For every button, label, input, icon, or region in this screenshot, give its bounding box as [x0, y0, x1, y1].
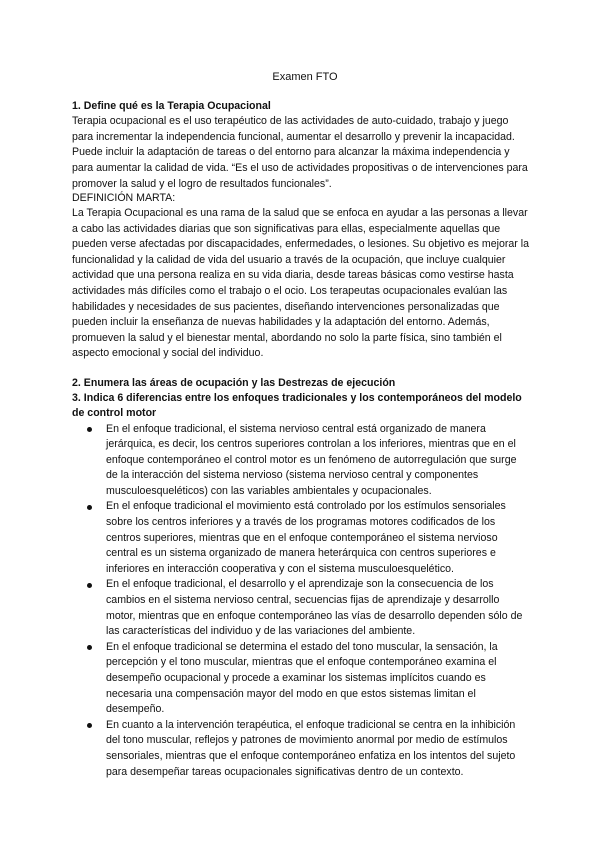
- list-item-text: En el enfoque tradicional se determina el estado del tono muscular, la sensación, la percepción y el tono muscular, mientras que el enfoque contemporáneo examina el desempeño ocupacional y procede a examinar los sistemas implícitos cuando es necesaria una compensación mayor del modo en que estos sistemas limitan el desempeño.: [106, 640, 498, 716]
- q1-definition: Terapia ocupacional es el uso terapéutico de las actividades de auto-cuidado, trabajo y juego para incrementar la independencia funcional, aumentar el desarrollo y prevenir la incapacidad. Puede incluir la adaptación de tareas o del entorno para alcanzar la máxima independencia y para aumentar la calidad de vida. “Es el uso de actividades propositivas o de intervenciones para promover la salud y el logro de resultados funcionales”.: [72, 115, 528, 190]
- list-item: [106, 718, 530, 780]
- bullet-dot: [87, 723, 92, 728]
- bullet-dot: [87, 505, 92, 510]
- bullet-dot: [87, 427, 92, 432]
- list-item-text: En cuanto a la intervención terapéutica, el enfoque tradicional se centra en la inhibición del tono muscular, reflejos y patrones de movimiento anormal por medio de estímulos sensoriales, mientras que el enfoque contemporáneo enfatiza en los intentos del sujeto para desempeñar tareas ocupacionales significativas dentro de un contexto.: [106, 718, 516, 778]
- q1-alt-label: DEFINICIÓN MARTA:: [72, 192, 176, 205]
- question-1-heading: 1. Define qué es la Terapia Ocupacional: [72, 100, 271, 112]
- q1-alt-definition: La Terapia Ocupacional es una rama de la salud que se enfoca en ayudar a las personas a llevar a cabo las actividades diarias que son significativas para ellas, especialmente aquellas que pueden verse afectadas por discapacidades, enfermedades, o lesiones. Su objetivo es mejorar la funcionalidad y la calidad de vida del usuario a través de la ocupación, que incluye cualquier actividad que una persona realiza en su vida diaria, desde tareas básicas como vestirse hasta actividades más difíciles como el trabajo o el ocio. Los terapeutas ocupacionales evalúan las habilidades y necesidades de sus pacientes, diseñando intervenciones personalizadas que pueden incluir la enseñanza de nuevas habilidades y la adaptación del entorno. Además, promueven la salud y el bienestar mental, abordando no solo la parte física, sino también el aspecto emocional y social del individuo.: [72, 206, 529, 360]
- question-3-heading: 3. Indica 6 diferencias entre los enfoques tradicionales y los contemporáneos del modelo de control motor: [72, 392, 522, 420]
- list-item-text: En el enfoque tradicional, el desarrollo y el aprendizaje son la consecuencia de los cambios en el sistema nervioso central, secuencias fijas de aprendizaje y desarrollo motor, mientras que en enfoque contemporáneo las vías de desarrollo dependen sólo de las características del individuo y de las variaciones del ambiente.: [106, 578, 523, 638]
- list-item-text: En el enfoque tradicional, el sistema nervioso central está organizado de manera jerárquica, es decir, los centros superiores controlan a los inferiores, mientras que en el enfoque contemporáneo el control motor es un fenómeno de autorregulación que surge de la interacción del sistema nervioso (sistema nervioso central y componentes musculoesqueléticos) con las variables ambientales y ocupacionales.: [106, 422, 517, 497]
- list-item: [106, 499, 530, 577]
- list-item: [106, 577, 530, 639]
- section-spacer: [72, 362, 530, 376]
- bullet-dot: [87, 645, 92, 650]
- list-item: [106, 422, 530, 500]
- document-title: Examen FTO: [272, 71, 338, 83]
- list-item: [106, 640, 530, 718]
- question-2-heading: 2. Enumera las áreas de ocupación y las Destrezas de ejecución: [72, 376, 396, 389]
- bullet-dot: [87, 583, 92, 588]
- q3-difference-list: [72, 422, 530, 781]
- list-item-text: En el enfoque tradicional el movimiento está controlado por los estímulos sensoriales sobre los centros inferiores y a través de los programas motores codificados de los centros superiores, mientras que en el enfoque contemporáneo el sistema nervioso central es un sistema organizado de manera heterárquica con centros superiores e inferiores en interacción cooperativa y con el sistema musculoesquelético.: [106, 500, 506, 575]
